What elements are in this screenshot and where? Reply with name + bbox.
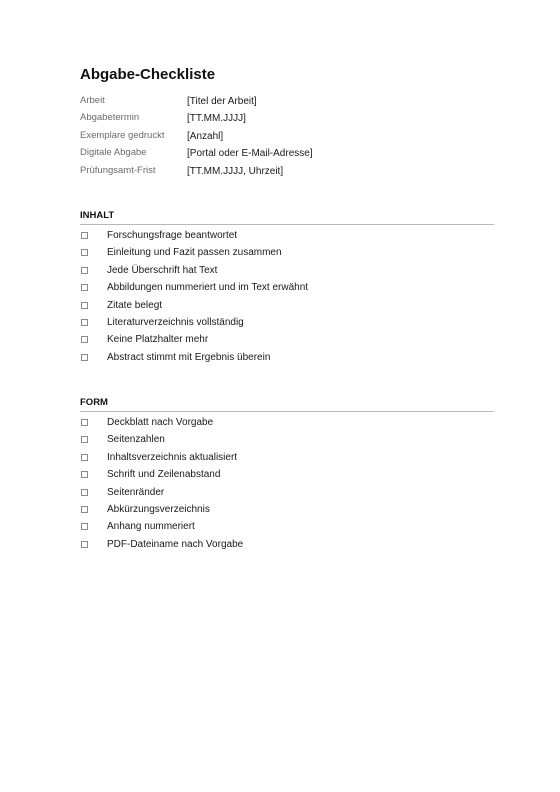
checklist-item xyxy=(80,351,494,368)
metadata-value: [TT.MM.JJJJ] xyxy=(187,113,246,125)
checkbox[interactable] xyxy=(81,489,88,496)
checklist-item-label: Keine Platzhalter mehr xyxy=(107,334,209,346)
metadata-row-arbeit xyxy=(80,95,494,112)
checkbox[interactable] xyxy=(81,302,88,309)
checklist-item xyxy=(80,416,494,433)
metadata-row-digitale-abgabe xyxy=(80,147,494,164)
checklist xyxy=(80,229,494,368)
checklist-item xyxy=(80,486,494,503)
section-heading: FORM xyxy=(80,397,108,408)
checkbox[interactable] xyxy=(81,523,88,530)
checklist-item xyxy=(80,503,494,520)
checkbox[interactable] xyxy=(81,354,88,361)
metadata-label: Digitale Abgabe xyxy=(80,147,147,159)
checklist-item xyxy=(80,299,494,316)
checklist-item xyxy=(80,520,494,537)
section-divider xyxy=(80,411,494,412)
metadata-row-exemplare xyxy=(80,130,494,147)
metadata-value: [Anzahl] xyxy=(187,130,224,142)
checkbox[interactable] xyxy=(81,436,88,443)
checklist-item-label: Anhang nummeriert xyxy=(107,521,195,533)
checklist-item xyxy=(80,333,494,350)
checkbox[interactable] xyxy=(81,471,88,478)
checklist-item xyxy=(80,264,494,281)
metadata-label: Abgabetermin xyxy=(80,112,140,124)
document-title: Abgabe-Checkliste xyxy=(80,66,216,83)
checklist-item-label: Seitenränder xyxy=(107,486,165,498)
metadata-value: [Portal oder E-Mail-Adresse] xyxy=(187,148,313,160)
metadata-label: Arbeit xyxy=(80,95,105,106)
checkbox[interactable] xyxy=(81,541,88,548)
checkbox[interactable] xyxy=(81,336,88,343)
checklist-item-label: PDF-Dateiname nach Vorgabe xyxy=(107,538,244,550)
checklist-item-label: Schrift und Zeilenabstand xyxy=(107,469,221,481)
metadata-row-abgabetermin xyxy=(80,112,494,129)
checklist xyxy=(80,416,494,555)
checklist-item-label: Einleitung und Fazit passen zusammen xyxy=(107,247,282,259)
checklist-item-label: Literaturverzeichnis vollständig xyxy=(107,316,244,328)
checkbox[interactable] xyxy=(81,454,88,461)
section-divider xyxy=(80,224,494,225)
checklist-item xyxy=(80,468,494,485)
checklist-item xyxy=(80,229,494,246)
metadata-label: Prüfungsamt-Frist xyxy=(80,164,156,176)
checklist-item-label: Inhaltsverzeichnis aktualisiert xyxy=(107,451,238,463)
checkbox[interactable] xyxy=(81,419,88,426)
checklist-item-label: Abstract stimmt mit Ergebnis überein xyxy=(107,351,271,363)
checklist-item-label: Jede Überschrift hat Text xyxy=(107,264,218,276)
checkbox[interactable] xyxy=(81,249,88,256)
checkbox[interactable] xyxy=(81,267,88,274)
checkbox[interactable] xyxy=(81,232,88,239)
checklist-item xyxy=(80,451,494,468)
checklist-item-label: Abbildungen nummeriert und im Text erwähnt xyxy=(107,282,309,294)
checklist-item xyxy=(80,316,494,333)
checklist-item-label: Zitate belegt xyxy=(107,299,163,311)
checkbox[interactable] xyxy=(81,319,88,326)
checklist-item-label: Seitenzahlen xyxy=(107,434,165,446)
checklist-item xyxy=(80,433,494,450)
checklist-item-label: Deckblatt nach Vorgabe xyxy=(107,417,214,428)
section-inhalt xyxy=(80,209,494,368)
section-form xyxy=(80,396,494,555)
checklist-item-label: Forschungsfrage beantwortet xyxy=(107,230,238,241)
section-heading: INHALT xyxy=(80,210,115,221)
checklist-item xyxy=(80,246,494,263)
metadata-row-frist xyxy=(80,165,494,182)
metadata-value: [TT.MM.JJJJ, Uhrzeit] xyxy=(187,165,284,177)
metadata-table xyxy=(80,95,494,182)
metadata-value: [Titel der Arbeit] xyxy=(187,96,257,107)
checklist-item-label: Abkürzungsverzeichnis xyxy=(107,503,210,515)
checkbox[interactable] xyxy=(81,284,88,291)
checklist-item xyxy=(80,281,494,298)
checkbox[interactable] xyxy=(81,506,88,513)
checklist-item xyxy=(80,538,494,555)
metadata-label: Exemplare gedruckt xyxy=(80,129,165,141)
